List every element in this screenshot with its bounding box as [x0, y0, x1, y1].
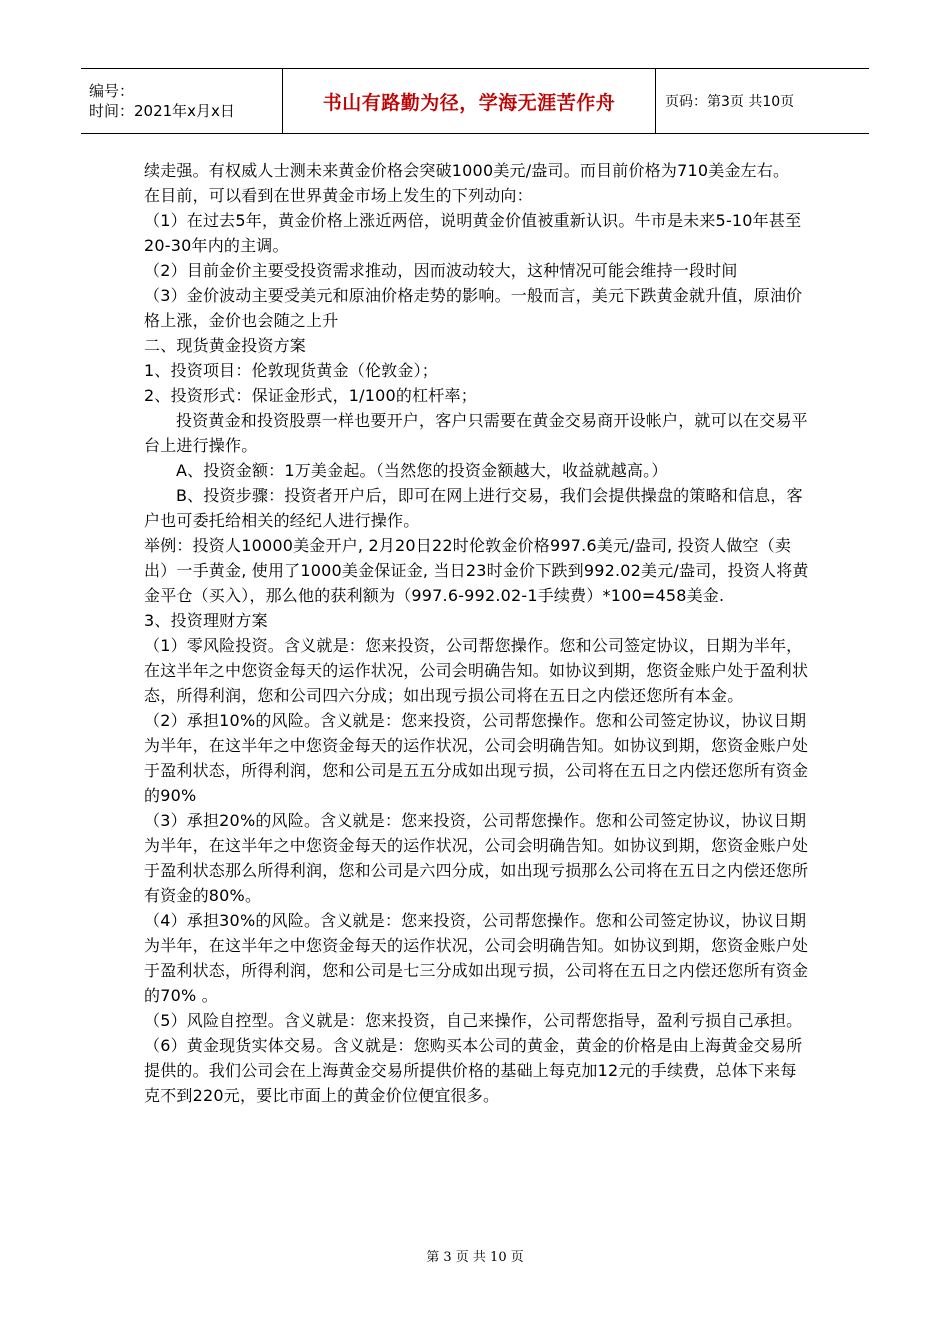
list-item: （2）目前金价主要受投资需求推动，因而波动较大，这种情况可能会维持一段时间 — [144, 261, 738, 280]
paragraph: B、投资步骤：投资者开户后，即可在网上进行交易，我们会提供操盘的策略和信息，客户也可委托给相关的经纪人进行操作。 — [144, 486, 803, 530]
list-item: （5）风险自控型。含义就是：您来投资，自己来操作，公司帮您指导，盈利亏损自己承担。 — [144, 1011, 803, 1030]
header-motto: 书山有路勤为径，学海无涯苦作舟 — [322, 91, 616, 114]
header-motto-cell — [283, 69, 656, 133]
header-left-cell — [81, 69, 283, 133]
paragraph: A、投资金额：1万美金起。（当然您的投资金额越大，收益就越高。） — [176, 461, 668, 480]
document-number-label: 编号： — [89, 82, 135, 100]
header-page-number: 页码：第3页 共10页 — [665, 94, 795, 110]
list-item: 1、投资项目：伦敦现货黄金（伦敦金）； — [144, 361, 438, 380]
paragraph: 续走强。有权威人士测未来黄金价格会突破1000美元/盎司。而目前价格为710美金左右。 — [144, 161, 790, 180]
list-item: （1）零风险投资。含义就是：您来投资，公司帮您操作。您和公司签定协议，日期为半年，在这半年之中您资金每天的运作状况，公司会明确告知。如协议到期，您资金账户处于盈利状态，所得利润，您和公司四六分成；如出现亏损公司将在五日之内偿还您所有本金。 — [144, 636, 809, 705]
page-header — [81, 68, 869, 134]
paragraph: 投资黄金和投资股票一样也要开户，客户只需要在黄金交易商开设帐户，就可以在交易平台上进行操作。 — [144, 411, 808, 455]
list-item: （3）承担20%的风险。含义就是：您来投资，公司帮您操作。您和公司签定协议，协议日期为半年，在这半年之中您资金每天的运作状况，公司会明确告知。如协议到期，您资金账户处于盈利状态那么所得利润，您和公司是六四分成，如出现亏损那么公司将在五日之内偿还您所有资金的80%。 — [144, 811, 809, 905]
list-item: （1）在过去5年，黄金价格上涨近两倍，说明黄金价值被重新认识。牛市是未来5-10年甚至20-30年内的主调。 — [144, 211, 802, 255]
list-item: （3）金价波动主要受美元和原油价格走势的影响。一般而言，美元下跌黄金就升值，原油价格上涨，金价也会随之上升 — [144, 286, 803, 330]
paragraph: 在目前，可以看到在世界黄金市场上发生的下列动向： — [144, 186, 533, 205]
list-item: （6）黄金现货实体交易。含义就是：您购买本公司的黄金，黄金的价格是由上海黄金交易所提供的。我们公司会在上海黄金交易所提供价格的基础上每克加12元的手续费，总体下来每克不到220元，要比市面上的黄金价位便宜很多。 — [144, 1036, 803, 1105]
document-date-label: 时间：2021年x月x日 — [89, 102, 235, 120]
list-item: （2）承担10%的风险。含义就是：您来投资，公司帮您操作。您和公司签定协议，协议日期为半年，在这半年之中您资金每天的运作状况，公司会明确告知。如协议到期，您资金账户处于盈利状态，所得利润，您和公司是五五分成如出现亏损，公司将在五日之内偿还您所有资金的90% — [144, 711, 809, 805]
section-heading: 二、现货黄金投资方案 — [144, 336, 307, 355]
document-body — [144, 158, 812, 1108]
list-item: 2、投资形式：保证金形式，1/100的杠杆率； — [144, 386, 477, 405]
section-heading: 3、投资理财方案 — [144, 611, 268, 630]
header-page-cell — [656, 69, 869, 133]
list-item: （4）承担30%的风险。含义就是：您来投资，公司帮您操作。您和公司签定协议，协议日期为半年，在这半年之中您资金每天的运作状况，公司会明确告知。如协议到期，您资金账户处于盈利状态，所得利润，您和公司是七三分成如出现亏损，公司将在五日之内偿还您所有资金的70% 。 — [144, 911, 809, 1005]
example-paragraph: 举例：投资人10000美金开户, 2月20日22时伦敦金价格997.6美元/盎司, 投资人做空（卖出）一手黄金, 使用了1000美金保证金, 当日23时金价下跌到992.02美元/盎司，投资人将黄金平仓（买入），那么他的获利额为（997.6-992.02-1手续费）*100=458美金. — [144, 536, 809, 605]
page-footer: 第 3 页 共 10 页 — [426, 1250, 524, 1265]
